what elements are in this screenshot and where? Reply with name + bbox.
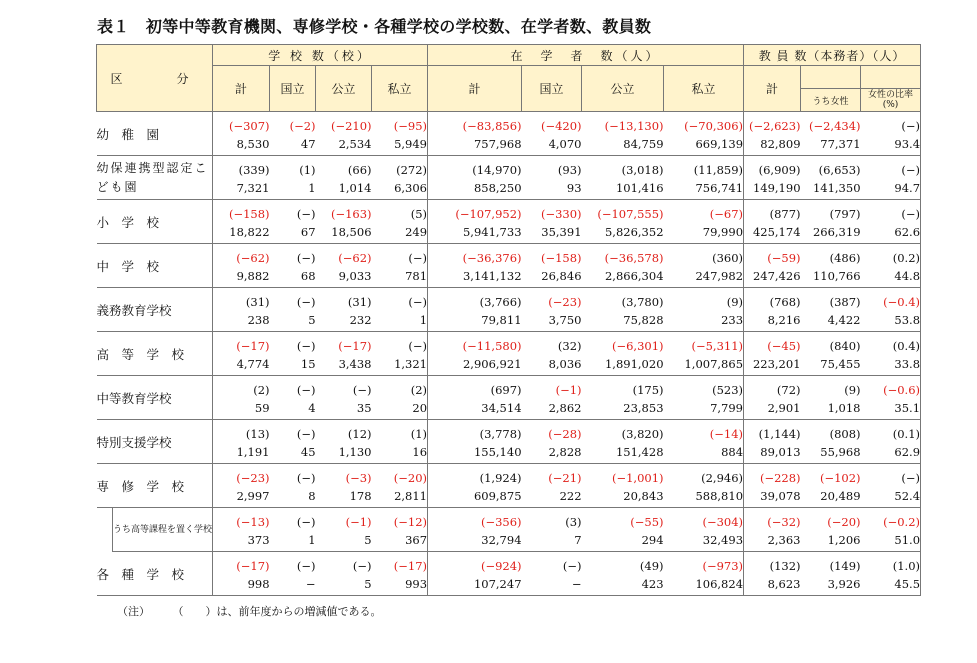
value-cell: 68 <box>270 265 316 288</box>
table-row-change <box>97 420 921 442</box>
change-cell: (−) <box>296 383 316 397</box>
value-cell: 94.7 <box>861 177 921 200</box>
row-label: 高 等 学 校 <box>97 332 213 376</box>
change-cell: (−20) <box>372 464 428 486</box>
change-cell: (−) <box>372 288 428 310</box>
change-cell: (−17) <box>236 559 270 573</box>
value-cell: 16 <box>372 441 428 464</box>
value-cell: 101,416 <box>582 177 664 200</box>
change-cell: (797) <box>829 207 861 221</box>
table-row-change <box>97 200 921 222</box>
table-row-value <box>97 309 921 332</box>
change-cell: (93) <box>557 163 582 177</box>
value-cell: 34,514 <box>428 397 522 420</box>
change-cell: (−) <box>352 559 372 573</box>
table-row-change <box>97 288 921 310</box>
row-label: 専 修 学 校 <box>97 464 213 508</box>
change-cell: (−95) <box>372 112 428 134</box>
table-row-value <box>97 177 921 200</box>
value-cell: 5,826,352 <box>582 221 664 244</box>
change-cell: (−) <box>372 244 428 266</box>
value-cell: 35,391 <box>522 221 582 244</box>
change-cell: (3,780) <box>621 295 664 309</box>
value-cell: 151,428 <box>582 441 664 464</box>
value-cell: 2,906,921 <box>428 353 522 376</box>
change-cell: (−) <box>861 112 921 134</box>
value-cell: 367 <box>372 529 428 552</box>
sub-row-indent <box>97 508 113 552</box>
value-cell: 1 <box>270 529 316 552</box>
value-cell: 249 <box>372 221 428 244</box>
change-cell: (3) <box>565 515 582 529</box>
table-row-value <box>97 397 921 420</box>
change-cell: (149) <box>829 559 861 573</box>
change-cell: (−0.2) <box>861 508 921 530</box>
value-cell: 2,828 <box>522 441 582 464</box>
row-label: 義務教育学校 <box>97 288 213 332</box>
value-cell: 5 <box>270 309 316 332</box>
table-row-change <box>97 508 921 530</box>
value-cell: 1,130 <box>316 441 372 464</box>
value-cell: 4,070 <box>522 133 582 156</box>
change-cell: (−) <box>861 464 921 486</box>
value-cell: 8,623 <box>744 573 801 596</box>
table-row-value <box>97 485 921 508</box>
change-cell: (2) <box>253 383 270 397</box>
students-public-header: 公立 <box>582 66 664 112</box>
value-cell: 425,174 <box>744 221 801 244</box>
change-cell: (−) <box>372 332 428 354</box>
change-cell: (1) <box>299 163 316 177</box>
change-cell: (−) <box>296 207 316 221</box>
table-row-change <box>97 376 921 398</box>
value-cell: 5 <box>316 529 372 552</box>
change-cell: (−21) <box>548 471 582 485</box>
value-cell: 45.5 <box>861 573 921 596</box>
value-cell: 2,866,304 <box>582 265 664 288</box>
change-cell: (−) <box>296 515 316 529</box>
change-cell: (−13,130) <box>604 119 664 133</box>
change-cell: (−20) <box>827 515 861 529</box>
change-cell: (−) <box>296 251 316 265</box>
value-cell: 3,438 <box>316 353 372 376</box>
table-row-change <box>97 112 921 134</box>
value-cell: 1,891,020 <box>582 353 664 376</box>
change-cell: (175) <box>632 383 664 397</box>
value-cell: 1,191 <box>213 441 270 464</box>
value-cell: 82,809 <box>744 133 801 156</box>
row-label: 特別支援学校 <box>97 420 213 464</box>
change-cell: (−) <box>296 339 316 353</box>
change-cell: (−45) <box>767 339 801 353</box>
change-cell: (−5,311) <box>664 332 744 354</box>
change-cell: (808) <box>829 427 861 441</box>
change-cell: (−55) <box>630 515 664 529</box>
students-private-header: 私立 <box>664 66 744 112</box>
value-cell: 8,216 <box>744 309 801 332</box>
value-cell: 998 <box>213 573 270 596</box>
change-cell: (1) <box>372 420 428 442</box>
value-cell: 51.0 <box>861 529 921 552</box>
value-cell: 8,530 <box>213 133 270 156</box>
table-row-change <box>97 156 921 178</box>
value-cell: 588,810 <box>664 485 744 508</box>
value-cell: 3,926 <box>801 573 861 596</box>
value-cell: 53.8 <box>861 309 921 332</box>
change-cell: (−11,580) <box>462 339 522 353</box>
schools-group-header: 学 校 数（校） <box>213 45 428 66</box>
table-row-value <box>97 353 921 376</box>
value-cell: 2,534 <box>316 133 372 156</box>
change-cell: (−307) <box>228 119 270 133</box>
table-row-change <box>97 464 921 486</box>
change-cell: (−32) <box>767 515 801 529</box>
schools-private-header: 私立 <box>372 66 428 112</box>
change-cell: (−0.4) <box>861 288 921 310</box>
value-cell: 59 <box>213 397 270 420</box>
change-cell: (−3) <box>345 471 372 485</box>
change-cell: (−70,306) <box>664 112 744 134</box>
value-cell: 23,853 <box>582 397 664 420</box>
change-cell: (9) <box>844 383 861 397</box>
change-cell: (−) <box>296 471 316 485</box>
change-cell: (132) <box>769 559 801 573</box>
table-row-change <box>97 332 921 354</box>
row-label: 幼保連携型認定こども園 <box>97 156 213 200</box>
value-cell: 294 <box>582 529 664 552</box>
value-cell: 3,141,132 <box>428 265 522 288</box>
change-cell: (−23) <box>548 295 582 309</box>
value-cell: 75,455 <box>801 353 861 376</box>
value-cell: 669,139 <box>664 133 744 156</box>
change-cell: (1,924) <box>479 471 522 485</box>
value-cell: 1,007,865 <box>664 353 744 376</box>
table-row-change <box>97 244 921 266</box>
change-cell: (−) <box>296 295 316 309</box>
value-cell: 32,493 <box>664 529 744 552</box>
statistics-table <box>96 44 921 596</box>
change-cell: (32) <box>557 339 582 353</box>
change-cell: (−210) <box>330 119 372 133</box>
change-cell: (66) <box>347 163 372 177</box>
change-cell: (3,018) <box>621 163 664 177</box>
change-cell: (−158) <box>540 251 582 265</box>
value-cell: 35.1 <box>861 397 921 420</box>
teachers-blank <box>801 66 861 89</box>
value-cell: 4 <box>270 397 316 420</box>
value-cell: 1,321 <box>372 353 428 376</box>
value-cell: 884 <box>664 441 744 464</box>
value-cell: 993 <box>372 573 428 596</box>
change-cell: (49) <box>639 559 664 573</box>
value-cell: 110,766 <box>801 265 861 288</box>
value-cell: 8,036 <box>522 353 582 376</box>
value-cell: 5,941,733 <box>428 221 522 244</box>
value-cell: 1,014 <box>316 177 372 200</box>
change-cell: (877) <box>769 207 801 221</box>
value-cell: 8 <box>270 485 316 508</box>
change-cell: (−163) <box>330 207 372 221</box>
value-cell: 1,018 <box>801 397 861 420</box>
change-cell: (13) <box>245 427 270 441</box>
change-cell: (3,820) <box>621 427 664 441</box>
change-cell: (−13) <box>236 515 270 529</box>
change-cell: (−158) <box>228 207 270 221</box>
change-cell: (−28) <box>548 427 582 441</box>
change-cell: (360) <box>664 244 744 266</box>
value-cell: 89,013 <box>744 441 801 464</box>
value-cell: 223,201 <box>744 353 801 376</box>
change-cell: (−67) <box>664 200 744 222</box>
value-cell: 4,774 <box>213 353 270 376</box>
value-cell: 2,862 <box>522 397 582 420</box>
value-cell: 35 <box>316 397 372 420</box>
value-cell: 32,794 <box>428 529 522 552</box>
value-cell: 6,306 <box>372 177 428 200</box>
table-row-value <box>97 441 921 464</box>
value-cell: 178 <box>316 485 372 508</box>
change-cell: (−) <box>861 156 921 178</box>
value-cell: 93 <box>522 177 582 200</box>
value-cell: 18,822 <box>213 221 270 244</box>
value-cell: 222 <box>522 485 582 508</box>
change-cell: (−14) <box>664 420 744 442</box>
value-cell: 2,363 <box>744 529 801 552</box>
change-cell: (−) <box>296 559 316 573</box>
students-total-header: 計 <box>428 66 522 112</box>
value-cell: 20,489 <box>801 485 861 508</box>
teachers-group-header: 教 員 数（本務者）（人） <box>744 45 921 66</box>
value-cell: 62.6 <box>861 221 921 244</box>
value-cell: 4,422 <box>801 309 861 332</box>
value-cell: 233 <box>664 309 744 332</box>
value-cell: 9,882 <box>213 265 270 288</box>
value-cell: 67 <box>270 221 316 244</box>
change-cell: (0.2) <box>861 244 921 266</box>
students-national-header: 国立 <box>522 66 582 112</box>
value-cell: 33.8 <box>861 353 921 376</box>
footnote-text: （ ）は、前年度からの増減値である。 <box>178 605 382 618</box>
change-cell: (0.4) <box>861 332 921 354</box>
value-cell: 232 <box>316 309 372 332</box>
value-cell: 7 <box>522 529 582 552</box>
value-cell: 5,949 <box>372 133 428 156</box>
change-cell: (−2,434) <box>808 119 861 133</box>
value-cell: 20 <box>372 397 428 420</box>
teachers-total-header: 計 <box>744 66 801 112</box>
change-cell: (−304) <box>664 508 744 530</box>
teachers-female-ratio-header: 女性の比率(%) <box>861 89 921 112</box>
value-cell: 3,750 <box>522 309 582 332</box>
value-cell: 44.8 <box>861 265 921 288</box>
table-title: 表１ 初等中等教育機関、専修学校・各種学校の学校数、在学者数、教員数 <box>97 17 652 36</box>
change-cell: (−924) <box>480 559 522 573</box>
change-cell: (−36,376) <box>462 251 522 265</box>
change-cell: (−107,952) <box>455 207 522 221</box>
value-cell: 79,811 <box>428 309 522 332</box>
value-cell: 7,321 <box>213 177 270 200</box>
change-cell: (−17) <box>236 339 270 353</box>
change-cell: (−1) <box>345 515 372 529</box>
change-cell: (697) <box>490 383 522 397</box>
value-cell: 247,982 <box>664 265 744 288</box>
value-cell: 5 <box>316 573 372 596</box>
value-cell: − <box>270 573 316 596</box>
table-row-change <box>97 552 921 574</box>
value-cell: 1 <box>372 309 428 332</box>
change-cell: (−973) <box>664 552 744 574</box>
schools-national-header: 国立 <box>270 66 316 112</box>
value-cell: 609,875 <box>428 485 522 508</box>
change-cell: (1,144) <box>758 427 801 441</box>
value-cell: 75,828 <box>582 309 664 332</box>
change-cell: (−107,555) <box>597 207 664 221</box>
change-cell: (31) <box>245 295 270 309</box>
change-cell: (−36,578) <box>604 251 664 265</box>
value-cell: 18,506 <box>316 221 372 244</box>
teachers-blank-2 <box>861 66 921 89</box>
change-cell: (272) <box>372 156 428 178</box>
row-label: うち高等課程を置く学校 <box>113 508 213 552</box>
change-cell: (−) <box>296 427 316 441</box>
change-cell: (72) <box>776 383 801 397</box>
table-row-value <box>97 133 921 156</box>
value-cell: 238 <box>213 309 270 332</box>
change-cell: (3,778) <box>479 427 522 441</box>
change-cell: (31) <box>347 295 372 309</box>
value-cell: 858,250 <box>428 177 522 200</box>
value-cell: 15 <box>270 353 316 376</box>
students-group-header: 在 学 者 数（人） <box>428 45 744 66</box>
value-cell: 77,371 <box>801 133 861 156</box>
value-cell: 62.9 <box>861 441 921 464</box>
value-cell: 2,811 <box>372 485 428 508</box>
value-cell: 373 <box>213 529 270 552</box>
value-cell: 93.4 <box>861 133 921 156</box>
value-cell: 756,741 <box>664 177 744 200</box>
row-label: 中 学 校 <box>97 244 213 288</box>
change-cell: (12) <box>347 427 372 441</box>
change-cell: (387) <box>829 295 861 309</box>
change-cell: (2,946) <box>664 464 744 486</box>
footnote <box>117 603 382 619</box>
row-label: 小 学 校 <box>97 200 213 244</box>
table-row-value <box>97 529 921 552</box>
value-cell: 781 <box>372 265 428 288</box>
value-cell: 39,078 <box>744 485 801 508</box>
value-cell: 9,033 <box>316 265 372 288</box>
value-cell: 423 <box>582 573 664 596</box>
change-cell: (−17) <box>372 552 428 574</box>
value-cell: 1 <box>270 177 316 200</box>
change-cell: (−2) <box>289 119 316 133</box>
change-cell: (−102) <box>819 471 861 485</box>
value-cell: 1,206 <box>801 529 861 552</box>
change-cell: (11,859) <box>664 156 744 178</box>
row-label: 幼 稚 園 <box>97 112 213 156</box>
change-cell: (−62) <box>236 251 270 265</box>
table-row-value <box>97 221 921 244</box>
value-cell: 7,799 <box>664 397 744 420</box>
change-cell: (−59) <box>767 251 801 265</box>
value-cell: 155,140 <box>428 441 522 464</box>
value-cell: 149,190 <box>744 177 801 200</box>
value-cell: 107,247 <box>428 573 522 596</box>
value-cell: 79,990 <box>664 221 744 244</box>
schools-public-header: 公立 <box>316 66 372 112</box>
change-cell: (6,653) <box>818 163 861 177</box>
change-cell: (486) <box>829 251 861 265</box>
change-cell: (840) <box>829 339 861 353</box>
change-cell: (−12) <box>372 508 428 530</box>
change-cell: (−330) <box>540 207 582 221</box>
value-cell: 45 <box>270 441 316 464</box>
change-cell: (−356) <box>480 515 522 529</box>
value-cell: 106,824 <box>664 573 744 596</box>
change-cell: (−) <box>861 200 921 222</box>
table-body <box>97 112 921 596</box>
value-cell: 55,968 <box>801 441 861 464</box>
change-cell: (−228) <box>759 471 801 485</box>
footnote-marker: （注） <box>117 605 150 618</box>
change-cell: (2) <box>372 376 428 398</box>
change-cell: (9) <box>664 288 744 310</box>
value-cell: 26,846 <box>522 265 582 288</box>
change-cell: (0.1) <box>861 420 921 442</box>
schools-total-header: 計 <box>213 66 270 112</box>
change-cell: (−2,623) <box>748 119 801 133</box>
change-cell: (523) <box>664 376 744 398</box>
change-cell: (1.0) <box>861 552 921 574</box>
value-cell: 52.4 <box>861 485 921 508</box>
value-cell: 84,759 <box>582 133 664 156</box>
row-header: 区 分 <box>97 45 213 112</box>
change-cell: (3,766) <box>479 295 522 309</box>
row-label: 中等教育学校 <box>97 376 213 420</box>
change-cell: (−0.6) <box>861 376 921 398</box>
change-cell: (−) <box>352 383 372 397</box>
value-cell: 141,350 <box>801 177 861 200</box>
change-cell: (339) <box>238 163 270 177</box>
change-cell: (−420) <box>540 119 582 133</box>
table-row-value <box>97 573 921 596</box>
value-cell: 2,997 <box>213 485 270 508</box>
change-cell: (6,909) <box>758 163 801 177</box>
change-cell: (−83,856) <box>462 119 522 133</box>
row-label: 各 種 学 校 <box>97 552 213 596</box>
value-cell: 757,968 <box>428 133 522 156</box>
value-cell: 2,901 <box>744 397 801 420</box>
change-cell: (−62) <box>338 251 372 265</box>
value-cell: 247,426 <box>744 265 801 288</box>
change-cell: (768) <box>769 295 801 309</box>
teachers-female-header: うち女性 <box>801 89 861 112</box>
change-cell: (−6,301) <box>611 339 664 353</box>
change-cell: (−23) <box>236 471 270 485</box>
change-cell: (14,970) <box>472 163 522 177</box>
value-cell: 266,319 <box>801 221 861 244</box>
value-cell: 47 <box>270 133 316 156</box>
change-cell: (5) <box>372 200 428 222</box>
change-cell: (−1) <box>555 383 582 397</box>
value-cell: 20,843 <box>582 485 664 508</box>
change-cell: (−1,001) <box>611 471 664 485</box>
change-cell: (−17) <box>338 339 372 353</box>
table-row-value <box>97 265 921 288</box>
change-cell: (−) <box>562 559 582 573</box>
value-cell: − <box>522 573 582 596</box>
